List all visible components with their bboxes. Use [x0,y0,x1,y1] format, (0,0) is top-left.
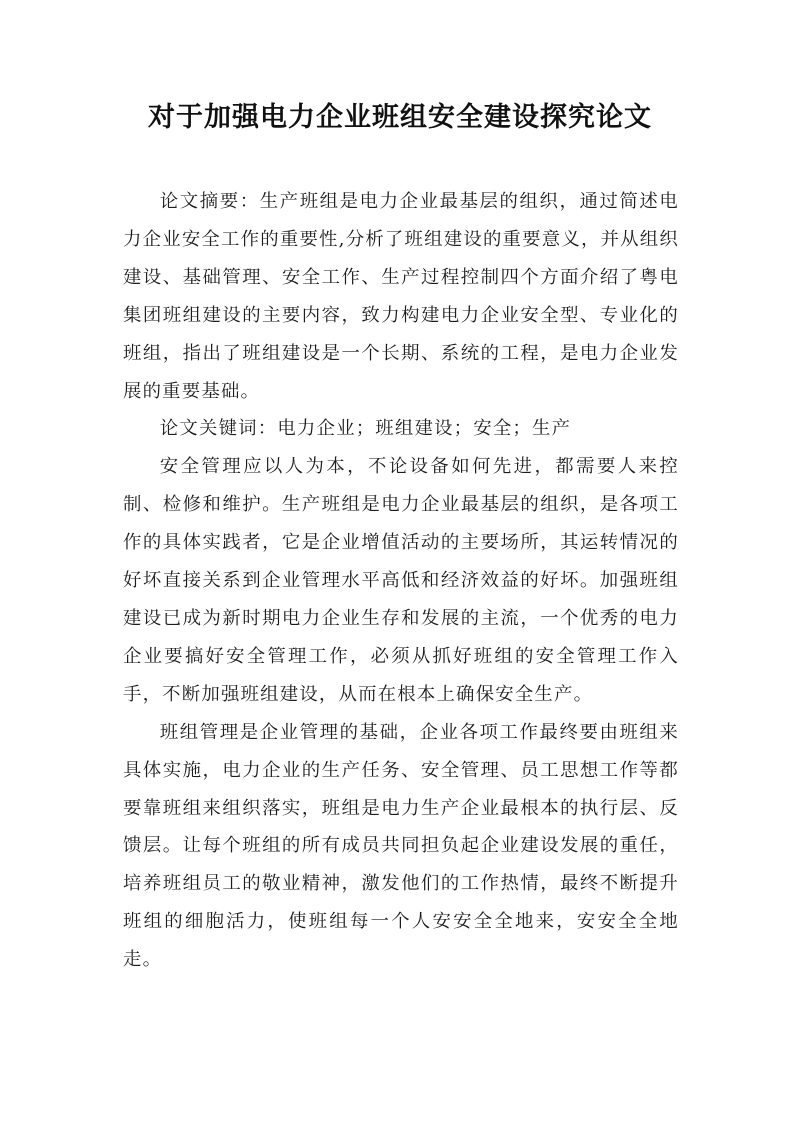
keywords-paragraph: 论文关键词：电力企业；班组建设；安全；生产 [159,418,572,440]
document-body [123,183,679,979]
abstract-paragraph: 论文摘要：生产班组是电力企业最基层的组织，通过简述电力企业安全工作的重要性,分析了班组建设的重要意义，并从组织建设、基础管理、安全工作、生产过程控制四个方面介绍了粤电集团班组建设的主要内容，致力构建电力企业安全型、专业化的班组，指出了班组建设是一个长期、系统的工程，是电力企业发展的重要基础。 [123,191,679,402]
document-title: 对于加强电力企业班组安全建设探究论文 [148,102,652,133]
body-paragraph-team-management: 班组管理是企业管理的基础，企业各项工作最终要由班组来具体实施，电力企业的生产任务、安全管理、员工思想工作等都要靠班组来组织落实，班组是电力生产企业最根本的执行层、反馈层。让每个班组的所有成员共同担负起企业建设发展的重任，培养班组员工的敬业精神，激发他们的工作热情，最终不断提升班组的细胞活力，使班组每一个人安安全全地来，安安全全地走。 [123,721,679,971]
body-paragraph-safety-management: 安全管理应以人为本，不论设备如何先进，都需要人来控制、检修和维护。生产班组是电力企业最基层的组织，是各项工作的具体实践者，它是企业增值活动的主要场所，其运转情况的好坏直接关系到企业管理水平高低和经济效益的好坏。加强班组建设已成为新时期电力企业生存和发展的主流，一个优秀的电力企业要搞好安全管理工作，必须从抓好班组的安全管理工作入手，不断加强班组建设，从而在根本上确保安全生产。 [123,456,679,705]
